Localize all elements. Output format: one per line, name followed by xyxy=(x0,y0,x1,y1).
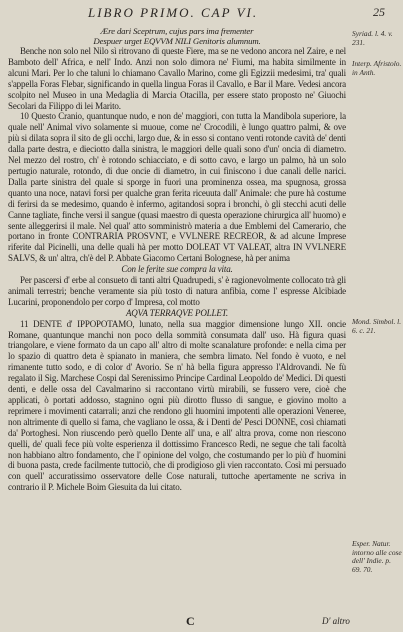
paragraph-1: Benche non solo nel Nilo sì ritrovano di queste Fiere, ma se ne vedono ancora nel Zaire, e nel Bamboto dell' Africa, e nell' Indo. Anzi non solo dimora ne' Fiumi, ma habita similmente in alcuni Mari. Per lo che taluni lo chiamano Cavallo Marino, come gli Egizzii medesimi, tra' quali s'appella Foras Flebar, significando in quella lingua Foras il Cavallo, e Bar il Mare. Vedesi ancora scolpito nel Museo in una Medaglia di Marcia Otacilla, per essere stato proposto ne' Giuochi Secolari da Filippo di lei Marito. xyxy=(8,46,346,111)
paragraph-3: Per pascersi d' erbe al consueto di tanti altri Quadrupedi, s' è ragionevolmente collocato trà gli animali terrestri; benche veramente sia più tosto di natura anfibia, come l' espresse Alcibiade Lucarini, proponendolo per corpo d' Impresa, col motto xyxy=(8,275,346,307)
margin-note-4: Esper. Natur. intorno alle cose dell' Indie. p. 69. 70. xyxy=(352,539,402,574)
motto-line-2: Despuer urget EQVVM NILI Genitoris alumnum. xyxy=(93,36,261,46)
margin-note-1: Syriad. l. 4. v. 231. xyxy=(352,29,393,47)
running-title: LIBRO PRIMO. CAP VI. xyxy=(88,5,259,20)
motto-aqua: AQVA TERRAQVE POLLET. xyxy=(125,307,229,318)
catchword: D' altro xyxy=(322,616,350,626)
paragraph-2: 10 Questo Cranio, quantunque nudo, e non de' maggiori, con tutta la Mandibola superiore, la quale nell' Animal vivo solamente si muoue, come ne' Crocodili, è lungo quattro palmi, & ove più si dilata sopra il sito de gli occhi, largo due, & in esso si contano venti rotonde cavità de' denti dalla parte destra, e dieciotto dalla sinistra, le maggiori delle quali sono d'un' oncia di diametro. Nel mezzo del rostro, ch' è rotondo schiacciato, e di sotto cavo, e largo un palmo, hà un solo pertugio naturale, rotondo, di due oncie di diametro, in cui finiscono i due canali delle narici. Dalla parte sinistra del quale si sporge in fuori una prominenza ossea, ma spugnosa, grossa quanto una noce, natavi forsi per qualche gran ferita riceuuta dall' Animale: che pure hà costume di ferirsi da se medesimo, quando è infermo, agitandosi sopra i bronchi, ò gli stecchi acuti delle Canne tagliate, finche versi il sangue (quasi maestro di questa operazione chirurgica all' huomo) e sente alleggerirsi il male. Nel qual' atto somministrò materia a due Emblemi del Camerario, che portano in fronte CONTRARIA PROSVNT, e VVLNERE RECREOR, & ad alcune Imprese riferite dal Picinelli, una delle quali hà per motto DOLEAT VT VALEAT, altra IN VVLNERE SALVS, & un' altra, ch'è del P. Abbate Giacomo Certani Bolognese, hà per anima xyxy=(8,111,346,264)
page-number: 25 xyxy=(373,5,385,19)
paragraph-4: 11 DENTE d' IPPOPOTAMO, lunato, nella sua maggior dimensione lungo XII. oncie Romane, quantunque manchi non poco della sommità consumata dall' uso. Hà figura quasi triangolare, e viene formato da un capo all' altro di molte scanalature profonde: e nella cima per lo spazio di quattro deta è spianato in maniera, che sembra limato. Nel fondo è vuoto, e nel rimanente tutto sodo, e di color d' Avorio. Se n' hà bella figura appresso l'Aldrovandi. Ne fù regalato il Sig. Marchese Cospi dal Serenissimo Principe Cardinal Leopoldo de' Medici. Di questi denti, e delle ossa del Cavalmarino si raccontano virtù mirabili, se fussero vere, cioè che applicati, ò portati addosso, stagnino ogni più dirotto flusso di sangue, e giovino molto a reprimere i movimenti catarrali; anzi che rendono gli huomini impotenti alle operazioni Veneree, non altrimente di quello si fama, che vagliano le ossa, & i Denti de' Pesci DONNE, così chiamati da' Portoghesi. Non riuscendo però quello Dente all' una, e all' altra prova, come non riescono quelli, de' quali fece più volte esperienza il dottissimo Francesco Redi, ne segue che tali facoltà non habbiano altro fondamento, che l' opinione del volgo, che costumando per lo più d' huomini di buona pasta, crede facilmente tuttociò, che di prodigioso gli vien raccontato. Così mi persuado con quell' accuratissimo osservatore delle Cose naturali, tuttoche apertamente ne scriva in contrario il P. Michele Boim Giesuita da lui citato. xyxy=(8,318,346,493)
body-text xyxy=(8,26,346,493)
margin-note-2: Interp. Afristolo. in Anth. xyxy=(352,59,402,77)
signature-mark: C xyxy=(186,614,195,628)
motto-line-1: Ære dari Sceptrum, cujus pars ima frementer xyxy=(100,26,254,36)
margin-note-3: Mond. Simbol. l. 6. c. 21. xyxy=(352,317,402,335)
quote-line: Con le ferite sue compra la vita. xyxy=(121,264,233,275)
page-header xyxy=(0,2,403,24)
